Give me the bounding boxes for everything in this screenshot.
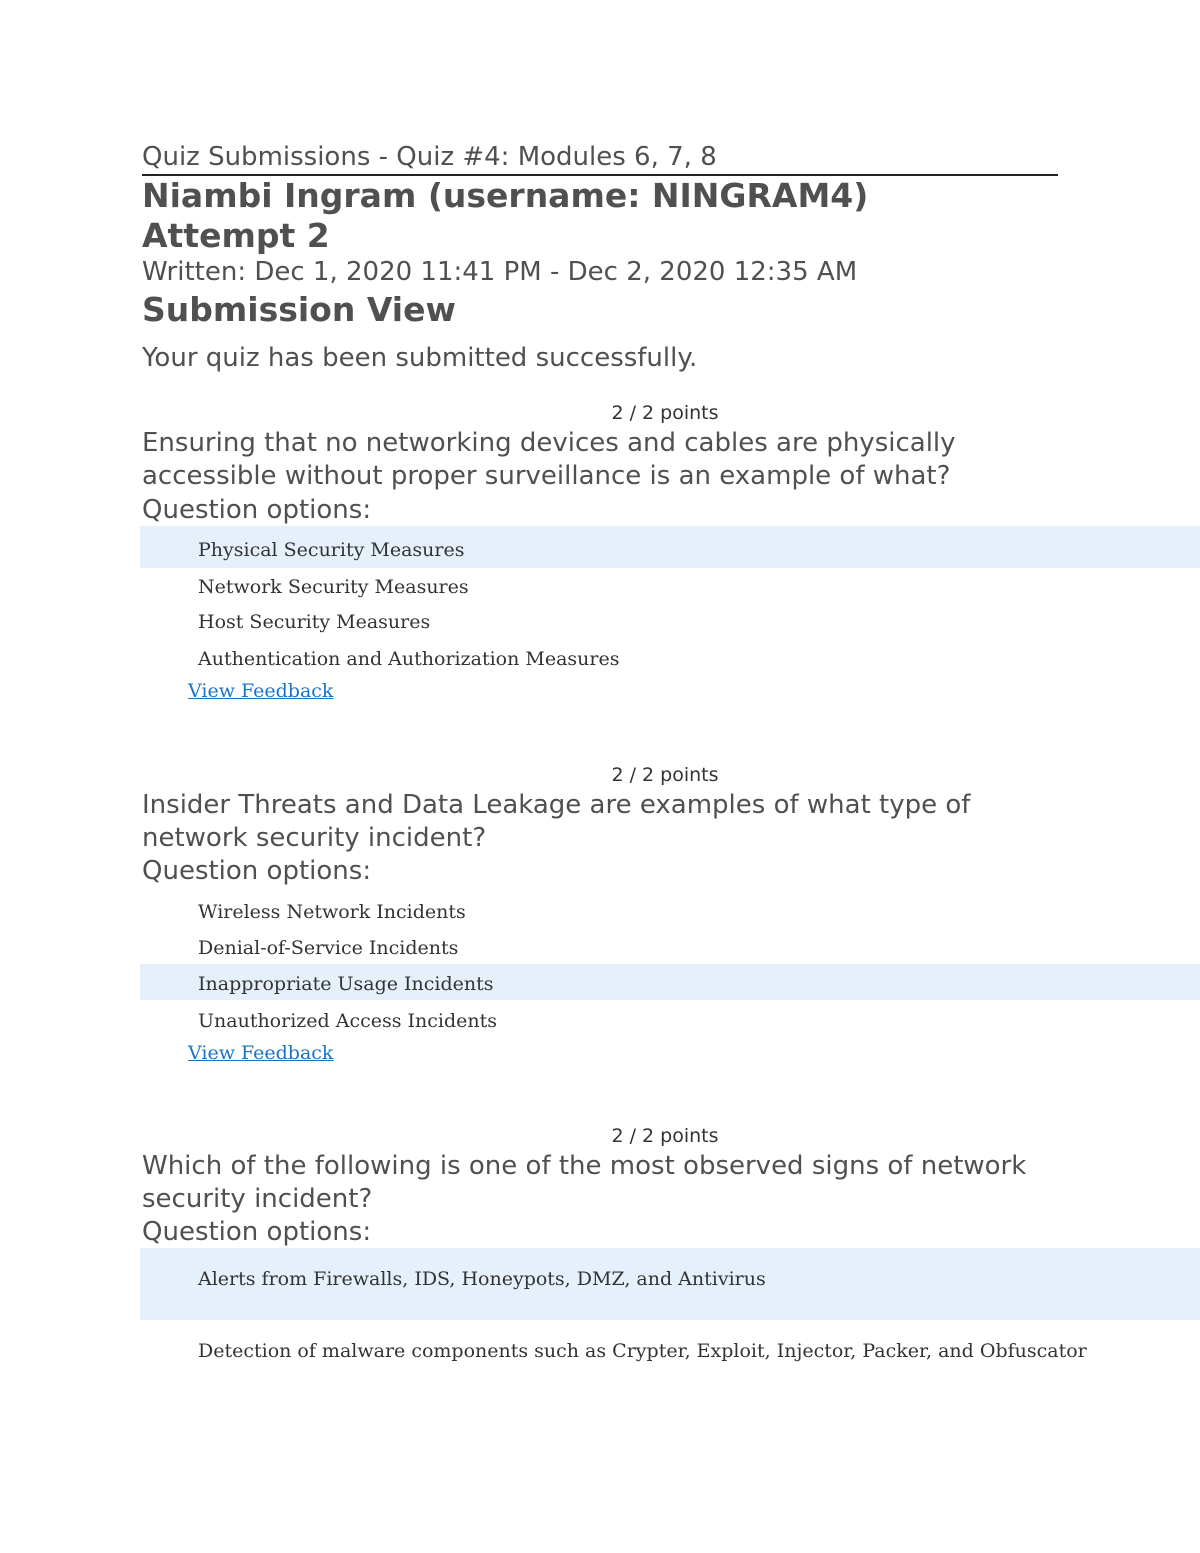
attempt-label: Attempt 2 xyxy=(142,216,330,255)
student-name: Niambi Ingram (username: NINGRAM4) xyxy=(142,176,869,215)
option-denial-of-service[interactable]: Denial-of-Service Incidents xyxy=(198,937,459,959)
view-feedback-link[interactable]: View Feedback xyxy=(188,1042,334,1064)
question-options-label: Question options: xyxy=(142,856,372,886)
question-points: 2 / 2 points xyxy=(611,402,719,424)
question-options-label: Question options: xyxy=(142,1217,372,1247)
option-network-security[interactable]: Network Security Measures xyxy=(198,576,469,598)
view-feedback-link[interactable]: View Feedback xyxy=(188,680,334,702)
option-alerts-from-firewalls[interactable]: Alerts from Firewalls, IDS, Honeypots, DMZ, and Antivirus xyxy=(198,1268,766,1290)
question-points: 2 / 2 points xyxy=(611,764,719,786)
question-text: Ensuring that no networking devices and cables are physically accessible without proper surveillance is an example of what? xyxy=(142,428,956,491)
option-physical-security[interactable]: Physical Security Measures xyxy=(198,539,465,561)
question-text: Insider Threats and Data Leakage are examples of what type of network security incident? xyxy=(142,790,971,853)
submission-view-heading: Submission View xyxy=(142,290,456,329)
option-authentication-authorization[interactable]: Authentication and Authorization Measures xyxy=(198,648,620,670)
written-timestamp: Written: Dec 1, 2020 11:41 PM - Dec 2, 2020 12:35 AM xyxy=(142,257,858,287)
option-malware-detection[interactable]: Detection of malware components such as Crypter, Exploit, Injector, Packer, and Obfuscator xyxy=(198,1340,1087,1362)
question-text: Which of the following is one of the most observed signs of network security incident? xyxy=(142,1151,1027,1214)
option-inappropriate-usage[interactable]: Inappropriate Usage Incidents xyxy=(198,973,494,995)
page-title: Quiz Submissions - Quiz #4: Modules 6, 7, 8 xyxy=(142,141,1058,176)
option-unauthorized-access[interactable]: Unauthorized Access Incidents xyxy=(198,1010,498,1032)
success-message: Your quiz has been submitted successfully. xyxy=(142,343,698,373)
option-host-security[interactable]: Host Security Measures xyxy=(198,611,431,633)
question-options-label: Question options: xyxy=(142,495,372,525)
option-wireless-network[interactable]: Wireless Network Incidents xyxy=(198,901,466,923)
question-points: 2 / 2 points xyxy=(611,1125,719,1147)
